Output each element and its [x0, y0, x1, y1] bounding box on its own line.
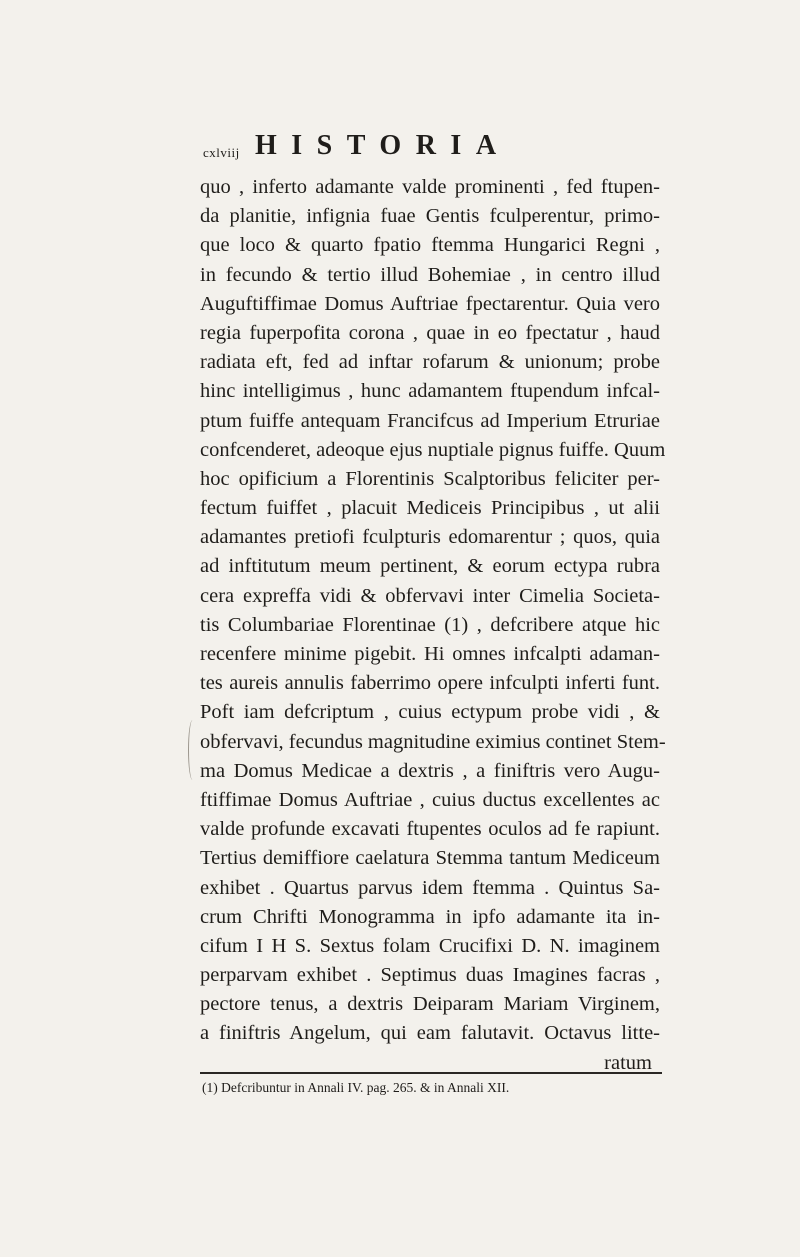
- text-line: tes aureis annulis faberrimo opere infculpti inferti funt.: [200, 672, 660, 695]
- text-line: in fecundo & tertio illud Bohemiae , in centro illud: [200, 263, 660, 286]
- text-line: pectore tenus, a dextris Deiparam Mariam Virginem,: [200, 993, 660, 1016]
- text-line: obfervavi, fecundus magnitudine eximius continet Stem-: [200, 730, 666, 753]
- page-header: [203, 130, 655, 170]
- text-line: regia fuperpofita corona , quae in eo fpectatur , haud: [200, 321, 660, 344]
- text-line: cera expreffa vidi & obfervavi inter Cimelia Societa-: [200, 584, 660, 607]
- text-line: exhibet . Quartus parvus idem ftemma . Quintus Sa-: [200, 876, 660, 899]
- text-line: recenfere minime pigebit. Hi omnes infcalpti adaman-: [200, 643, 660, 665]
- text-line: hoc opificium a Florentinis Scalptoribus feliciter per-: [200, 467, 660, 490]
- footnote-rule: [200, 1072, 662, 1074]
- text-line: adamantes pretiofi fculpturis edomarentur ; quos, quia: [200, 526, 660, 549]
- text-line: Auguftiffimae Domus Auftriae fpectarentur. Quia vero: [200, 292, 660, 315]
- text-line: ad inftitutum meum pertinent, & eorum ectypa rubra: [200, 555, 660, 578]
- text-line: ftiffimae Domus Auftriae , cuius ductus excellentes ac: [200, 788, 660, 811]
- text-line: quo , inferto adamante valde prominenti , fed ftupen-: [200, 176, 660, 198]
- text-line: hinc intelligimus , hunc adamantem ftupendum infcal-: [200, 380, 660, 403]
- text-line: tis Columbariae Florentinae (1) , defcribere atque hic: [200, 613, 660, 636]
- text-line: cifum I H S. Sextus folam Crucifixi D. N. imaginem: [200, 934, 660, 957]
- text-line: perparvam exhibet . Septimus duas Imagines facras ,: [200, 964, 660, 987]
- margin-mark: [188, 720, 197, 780]
- text-line: valde profunde excavati ftupentes oculos ad fe rapiunt.: [200, 818, 660, 841]
- text-line: a finiftris Angelum, qui eam falutavit. Octavus litte-: [200, 1022, 660, 1045]
- text-line: Tertius demiffiore caelatura Stemma tantum Mediceum: [200, 847, 660, 870]
- text-line: Poft iam defcriptum , cuius ectypum probe vidi , &: [200, 701, 660, 724]
- text-line: da planitie, infignia fuae Gentis fculperentur, primo-: [200, 205, 660, 228]
- text-line: fectum fuiffet , placuit Mediceis Principibus , ut alii: [200, 497, 660, 520]
- text-line: ma Domus Medicae a dextris , a finiftris vero Augu-: [200, 759, 660, 782]
- text-line: confcenderet, adeoque ejus nuptiale pignus fuiffe. Quum: [200, 438, 666, 461]
- running-title: HISTORIA: [255, 130, 511, 161]
- footnote: (1) Defcribuntur in Annali IV. pag. 265. & in Annali XII.: [202, 1080, 510, 1095]
- text-line: radiata eft, fed ad inftar rofarum & unionum; probe: [200, 351, 660, 374]
- text-line: ptum fuiffe antequam Francifcus ad Imperium Etruriae: [200, 409, 660, 432]
- text-line: que loco & quarto fpatio ftemma Hungarici Regni ,: [200, 234, 660, 257]
- text-line: crum Chrifti Monogramma in ipfo adamante ita in-: [200, 905, 660, 928]
- page-number: cxlviij: [203, 145, 240, 160]
- body-text: [200, 173, 666, 1078]
- text-line: ratum: [604, 1051, 652, 1074]
